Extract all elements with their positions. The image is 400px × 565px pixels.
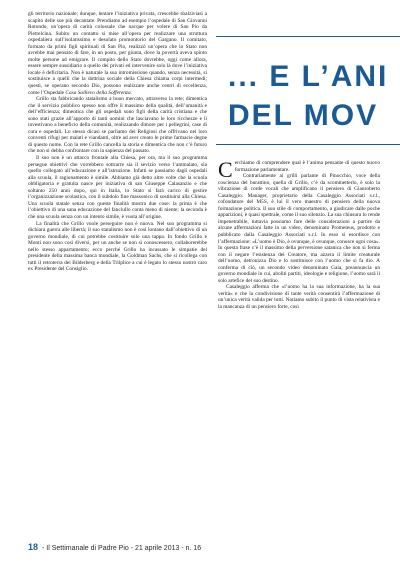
headline-rule-top <box>216 36 400 37</box>
headline-line-1: ... E L’ANI <box>228 60 389 93</box>
headline-rule-bottom <box>216 144 400 145</box>
publication-info: - Il Settimanale di Padre Pio - 21 aprile 2013 - n. 16 <box>42 545 202 552</box>
left-paragraph-2: Grillo sta fabbricando statalismo a buon mercato, attraverso la rete; dimentica che il servizio pubblico spesso non offre il massimo della qualità, dell’umanità e dell’efficienza; dimentica che gli ospedali sono figli della carità cristiana e che sono stati grazie all’apporto di tanti uomini che lasciavano le loro ricchezze e li investivano a beneficio della comunità, realizzando dimore per i pellegrini, case di cura e ospedali. Lo stesso dicasi se parliamo dei Religiosi che offrivano nei loro conventi rifugi per malati e viandanti, oltre ad aver creato le prime farmacie degne di questo nome. Con la rete Grillo cancella la storia e dimentica che non c’è futuro che non si debba confrontare con la sapienza del passato. <box>28 96 207 155</box>
right-paragraph-2: Contrariamente ai grilli parlante di Pinocchio, voce della coscienza del burattino, quella di Grillo, c’è da scommetterlo, è solo la vibrazione di corde vocali che amplificano il pensiero di Gianroberto Casaleggio. Manager, proprietario della Casaleggio Associati s.r.l., cofondatore del M5S, è lui il vero maestro di pensiero della nuova formazione politica. Il suo stile di comportamento, a giudicare dalle poche apparizioni, è quasi spettrale, come il suo silenzio. La sua chiusura lo rende impenetrabile, tuttavia possiamo fare delle considerazioni a partire da alcune affermazioni fatte in un video, denominato Prometeus, prodotto e pubblicato dalla Casaleggio Associati s.r.l. In esso si esordisce con l’affermazione: «L’uomo è Dio, è ovunque, è ovunque, conosce ogni cosa». In questa frase c’è il massimo della perversione satanica che non si ferma con il negare l’esistenza del Creatore, ma azzera il limite creaturale dell’uomo, detronizza Dio e lo sostituisce con l’uomo che si fa dio. A conferma di ciò, un secondo video denominato Gaia, preannuncia un governo mondiale in cui, aboliti partiti, ideologie e religione, l’uomo sarà il solo artefice del suo destino. <box>218 173 380 284</box>
headline-line-2: DEL MOV <box>228 99 379 132</box>
left-column <box>28 11 207 273</box>
page-number: 18 <box>28 542 39 552</box>
right-paragraph-1 <box>218 157 380 182</box>
left-paragraph-1-text: gli territorio nazionale; dunque, lentare l’iniziativa privata, crescebbe sbalziviasi a scapito delle sue più decantate. Prendiamo ad esempio l’ospedale di San Giovanni Rotondo, un’opera di carità colossale che nacque per volere di San Pio da Pietrelcina. Subito un contatto si mise all’opera per realizzare una struttura ospedaliera sull’isolatissimo e desolato promontorio del Gargano. Il comitato, formato da primi figli spirituali di San Pio, realizzò un’opera che lo Stato non avrebbe mai pensato di fare, in un posto, per giunta, dove la povertà aveva spinto molte persone ad emigrare. Il compito dello Stato dovrebbe, oggi come allora, essere sempre sussidiario a quello dei privati ed intervenire solo là dove l’iniziativa locale è deficitaria. Non è naturale la sua intromissione quando, senza necessità, si sostituisce a quelli che la dottrina sociale della Chiesa chiama corpi intermedi; questi, se operano secondo Dio, possono realizzare anche centri di eccellenza, come l’Ospedale <box>28 11 207 96</box>
left-paragraph-1 <box>28 11 207 96</box>
drop-cap: C <box>218 157 233 182</box>
left-paragraph-4: La finalità che Grillo vuole perseguire non è nuova. Nel suo programma si dichiara guerra alle libertà; il suo statalismo non è così lontano dall’obiettivo di un governo mondiale, di cui potrebbe costituire solo una tappa. In fondo Grillo e Monti non sono così diversi, per un anche se non si conoscessero, collaborerebbe nello stesso appartamento; ecco perché Grillo ha incassato le simpatie del presidente della massima banca mondiale, la Goldman Sachs, che si ricollega con tutti il retroterra dei Bilderberg e della Trilplice a cui è legato lo stesso nostro caro ex Presidente del Consiglio. <box>28 220 207 273</box>
right-column <box>218 157 380 311</box>
page-footer <box>28 542 201 552</box>
right-paragraph-1-text: erchiamo di comprendere qual è l’anima pensante di questo nuovo formazione parlamentare. <box>234 160 380 173</box>
right-paragraph-3: Casaleggio afferma che «l’uomo ha la sua informazione, ha la sua verità» e che la condivisione di tante verità consentirà l’affermazione di un’unica verità valida per tutti. Notiamo subito il punto di vista relativista e la mancanza di un pensiero forte, così <box>218 284 380 311</box>
left-paragraph-3: Il suo non è un attacco frontale alla Chiesa, per ora, ma il suo programma persegue obiettivi che vorrebbero sottrarre sia il sevizio verso l’ammalato, sia quello collegato all’educazione e all’istruzione. Infatti se passiamo dagli ospedali alla scuola, il ragionamento è simile. Abbiamo già detto altre volte che la scuola obbligatoria e gratuita nasce per iniziativa di san Giuseppe Calasanzio e che soltanto 250 anni dopo, qui in Italia, lo Stato si farà carico di gestire l’organizzazione scolastica, con il subdolo fine massonico di sostituirsi alla Chiesa. Una scuola statale senza con queste finalità mostra due cose: la prima è che l’obiettivo di una sana educazione del fanciullo conta meno di niente; la seconda è che una scuola senza con un intento simile, è vuota all’origine. <box>28 155 207 220</box>
left-paragraph-1-italic: Casa Sollievo della Sofferenza. <box>65 89 132 96</box>
